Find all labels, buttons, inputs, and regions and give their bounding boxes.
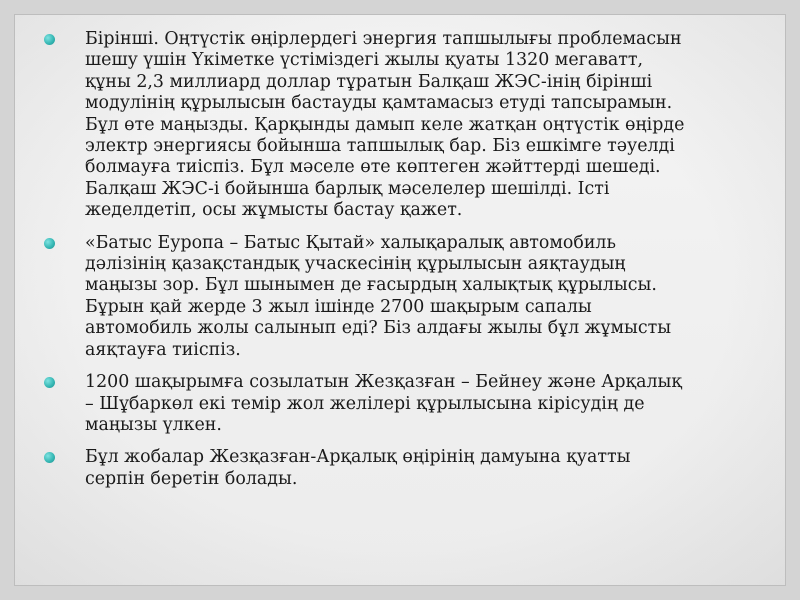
bullet-circle-icon xyxy=(44,238,55,249)
bullet-list xyxy=(38,29,768,501)
bullet-text: 1200 шақырымға созылатын Жезқазған – Бейнеу және Арқалық – Шұбаркөл екі темір жол желілері құрылысына кірісудің де маңызы үлкен. xyxy=(85,372,682,435)
bullet-text: «Батыс Еуропа – Батыс Қытай» халықаралық автомобиль дәлізінің қазақстандық учаскесінің құрылысын аяқтаудың маңызы зор. Бұл шынымен де ғасырдың халықтық құрылысы. Бұрын қай жерде 3 жыл ішінде 2700 шақырым сапалы автомобиль жолы салынып еді? Біз алдағы жылы бұл жұмысты аяқтауға тиіспіз. xyxy=(85,232,672,360)
bullet-item xyxy=(38,447,768,490)
bullet-text: Бұл жобалар Жезқазған-Арқалық өңірінің дамуына қуатты серпін беретін болады. xyxy=(85,447,631,489)
bullet-text: Бірінші. Оңтүстік өңірлердегі энергия тапшылығы проблемасын шешу үшін Үкіметке үстіміздегі жылы қуаты 1320 мегаватт, құны 2,3 миллиард доллар тұратын Балқаш ЖЭС-інің бірінші модулінің құрылысын бастауды қамтамасыз етуді тапсырамын. Бұл өте маңызды. Қарқынды дамып келе жатқан оңтүстік өңірде электр энергиясы бойынша тапшылық бар. Біз ешкімге тәуелді болмауға тиіспіз. Бұл мәселе өте көптеген жәйттерді шешеді. Балқаш ЖЭС-і бойынша барлық мәселелер шешілді. Істі жеделдетіп, осы жұмысты бастау қажет. xyxy=(85,29,685,221)
bullet-item xyxy=(38,233,768,361)
bullet-circle-icon xyxy=(44,34,55,45)
bullet-circle-icon xyxy=(44,452,55,463)
bullet-item xyxy=(38,372,768,436)
bullet-circle-icon xyxy=(44,377,55,388)
bullet-item xyxy=(38,29,768,222)
